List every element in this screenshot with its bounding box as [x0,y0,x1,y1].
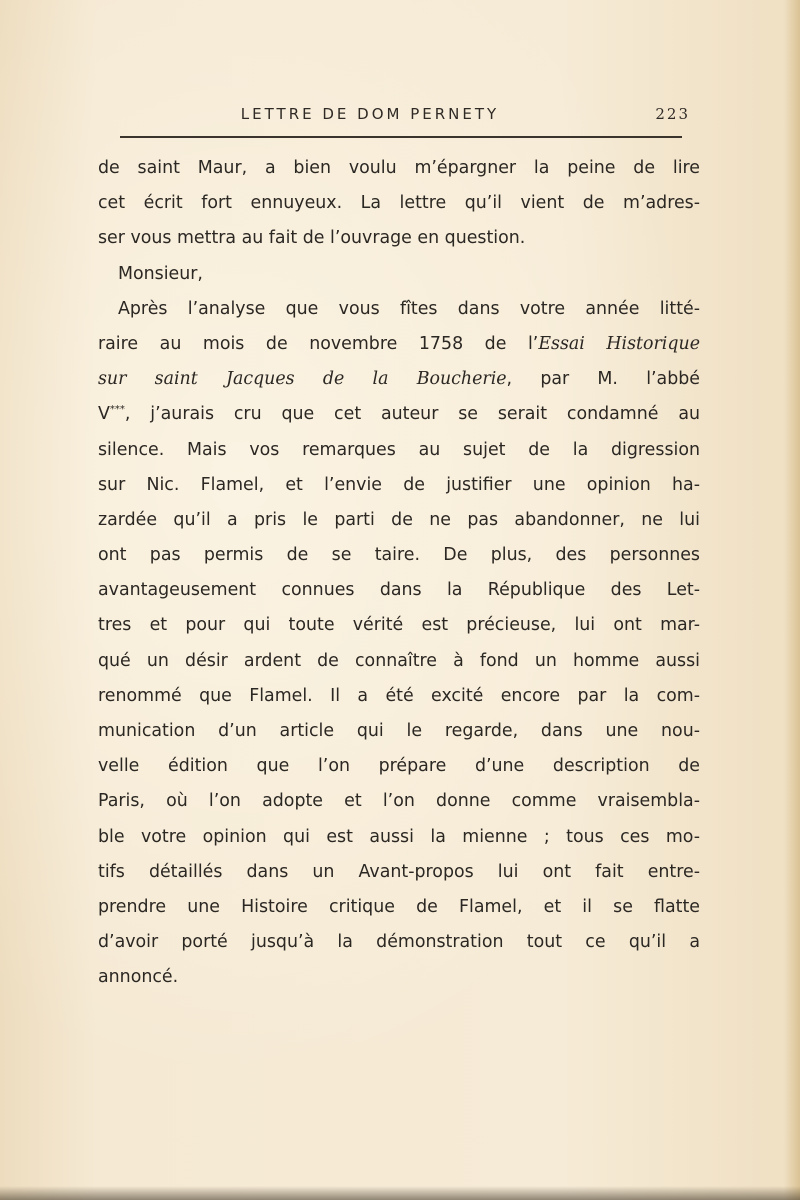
page-bottom-shadow [0,1186,800,1200]
text-line [98,362,700,397]
text-line: cet écrit fort ennuyeux. La lettre qu’il vient de m’adres- [98,193,700,214]
text-line: sur Nic. Flamel, et l’envie de justifier une opinion ha- [98,474,700,495]
text-line: velle édition que l’on prépare d’une description de [98,756,700,777]
text-segment: , j’aurais cru que cet auteur se serait condamné au [124,404,700,425]
text-segment: raire au mois de novembre 1758 de l’ [98,333,539,354]
body-text [98,151,700,996]
text-line [98,397,700,432]
text-line: de saint Maur, a bien voulu m’épargner la peine de lire [98,158,700,178]
text-line: tres et pour qui toute vérité est précieuse, lui ont mar- [98,615,700,636]
text-line: munication d’un article qui le regarde, dans une nou- [98,721,700,741]
text-line: Paris, où l’on adopte et l’on donne comme vraisembla- [98,791,700,812]
superscript-asterisks: *** [109,404,125,416]
book-title-segment: Essai Historique [538,333,700,354]
text-line: ont pas permis de se taire. De plus, des personnes [98,545,700,566]
text-line: tifs détaillés dans un Avant-propos lui ont fait entre- [98,861,700,882]
text-line: zardée qu’il a pris le parti de ne pas abandonner, ne lui [98,509,700,530]
text-line: silence. Mais vos remarques au sujet de la digression [98,439,700,460]
running-head-title: LETTRE DE DOM PERNETY [240,105,500,123]
page-edge-shadow [784,0,800,1200]
text-line: prendre une Histoire critique de Flamel, et il se flatte [98,896,700,917]
text-line: renommé que Flamel. Il a été excité encore par la com- [98,685,700,706]
text-line: Après l’analyse que vous fîtes dans votre année litté- [118,298,700,319]
header-rule [120,136,682,138]
text-line [98,327,700,362]
text-line: ble votre opinion qui est aussi la mienne ; tous ces mo- [98,826,700,847]
text-line: qué un désir ardent de connaître à fond un homme aussi [98,650,700,671]
text-segment: , par M. l’abbé [506,369,700,390]
page-number: 223 [655,105,690,123]
text-line: ser vous mettra au fait de l’ouvrage en question. [98,228,526,249]
text-segment: V [98,404,110,425]
book-title-segment: sur saint Jacques de la Boucherie [98,369,507,390]
text-line: d’avoir porté jusqu’à la démonstration tout ce qu’il a [98,932,700,953]
salutation: Monsieur, [118,263,203,284]
running-head [120,105,690,131]
text-line: annoncé. [98,967,179,988]
text-line: avantageusement connues dans la République des Let- [98,580,700,601]
